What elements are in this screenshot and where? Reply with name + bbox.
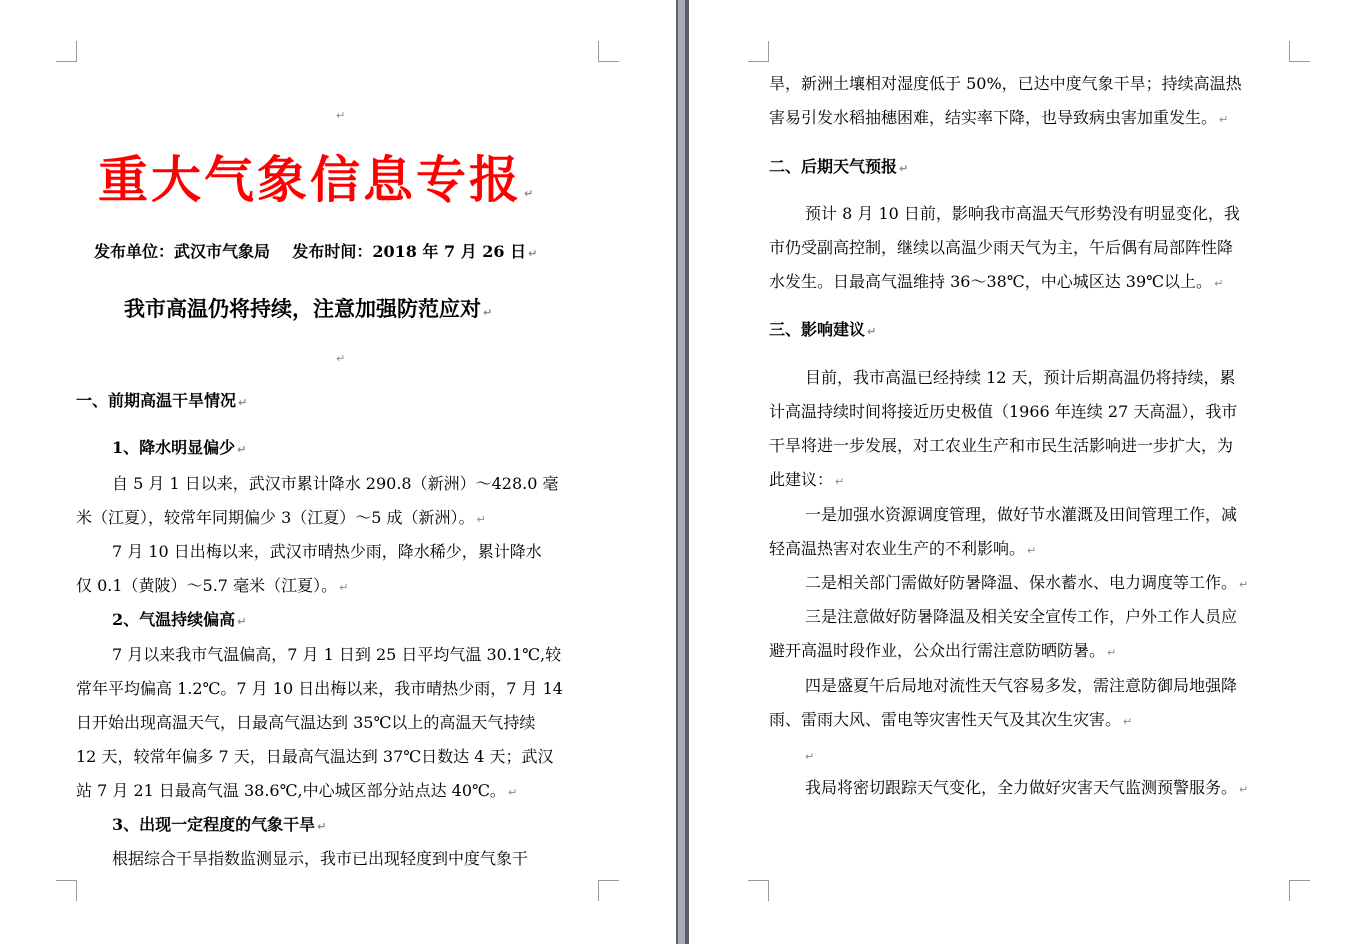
crop-mark-top-left (748, 41, 769, 62)
subsection-heading-1-1[interactable]: 1、降水明显偏少 ↵ (112, 438, 247, 457)
body-line[interactable]: 三是注意做好防暑降温及相关安全宣传工作，户外工作人员应 (805, 607, 1238, 626)
publish-time-value: 2018 年 7 月 26 日 (372, 242, 527, 261)
body-line[interactable]: 害易引发水稻抽穗困难，结实率下降，也导致病虫害加重发生。 ↵ (769, 108, 1229, 127)
body-line[interactable]: 常年平均偏高 1.2℃。7 月 10 日出梅以来，我市晴热少雨，7 月 14 (76, 679, 563, 698)
closing-line[interactable]: 我局将密切跟踪天气变化，全力做好灾害天气监测预警服务。 ↵ (805, 778, 1249, 797)
body-line[interactable]: 7 月以来我市气温偏高，7 月 1 日到 25 日平均气温 30.1℃,较 (112, 645, 562, 664)
page-gutter (676, 0, 689, 944)
crop-mark-bottom-left (56, 880, 77, 901)
section-heading-2[interactable]: 二、后期天气预报 ↵ (769, 157, 909, 176)
body-line[interactable]: 计高温持续时间将接近历史极值（1966 年连续 27 天高温），我市 (769, 402, 1238, 421)
body-line[interactable]: 预计 8 月 10 日前，影响我市高温天气形势没有明显变化，我 (805, 204, 1240, 223)
document-title[interactable]: 重大气象信息专报 ↵ (98, 150, 537, 209)
crop-mark-top-right (598, 41, 619, 62)
publish-time-label: 发布时间： (292, 242, 373, 261)
document-subtitle[interactable]: 我市高温仍将持续，注意加强防范应对 ↵ (124, 297, 493, 321)
section-heading-3[interactable]: 三、影响建议 ↵ (769, 320, 877, 339)
paragraph-mark: ↵ (336, 352, 346, 365)
body-line[interactable]: 日开始出现高温天气，日最高气温达到 35℃以上的高温天气持续 (76, 713, 536, 732)
body-line[interactable]: 四是盛夏午后局地对流性天气容易多发，需注意防御局地强降 (805, 676, 1238, 695)
body-line[interactable]: 站 7 月 21 日最高气温 38.6℃,中心城区部分站点达 40℃。 ↵ (76, 781, 518, 800)
subsection-heading-1-3[interactable]: 3、出现一定程度的气象干旱 ↵ (112, 815, 327, 834)
body-line[interactable]: 二是相关部门需做好防暑降温、保水蓄水、电力调度等工作。 ↵ (805, 573, 1249, 592)
body-line[interactable]: 市仍受副高控制，继续以高温少雨天气为主，午后偶有局部阵性降 (769, 238, 1234, 257)
body-line[interactable]: 旱，新洲土壤相对湿度低于 50%，已达中度气象干旱；持续高温热 (769, 74, 1242, 93)
body-line[interactable]: 避开高温时段作业，公众出行需注意防晒防暑。 ↵ (769, 641, 1117, 660)
crop-mark-bottom-right (598, 880, 619, 901)
body-line[interactable]: 水发生。日最高气温维持 36～38℃，中心城区达 39℃以上。 ↵ (769, 272, 1224, 291)
paragraph-mark: ↵ (805, 750, 815, 763)
publisher-label: 发布单位： (94, 242, 175, 261)
crop-mark-top-right (1289, 41, 1310, 62)
body-line[interactable]: 一是加强水资源调度管理，做好节水灌溉及田间管理工作，减 (805, 505, 1238, 524)
body-line[interactable]: 自 5 月 1 日以来，武汉市累计降水 290.8（新洲）～428.0 毫 (112, 474, 559, 493)
body-line[interactable]: 雨、雷雨大风、雷电等灾害性天气及其次生灾害。 ↵ (769, 710, 1133, 729)
crop-mark-bottom-left (748, 880, 769, 901)
publisher-value: 武汉市气象局 (174, 242, 271, 261)
body-line[interactable]: 根据综合干旱指数监测显示，我市已出现轻度到中度气象干 (112, 849, 529, 868)
body-line[interactable]: 此建议： ↵ (769, 470, 845, 489)
section-heading-1[interactable]: 一、前期高温干旱情况 ↵ (76, 391, 248, 410)
body-line[interactable]: 仅 0.1（黄陂）～5.7 毫米（江夏）。 ↵ (76, 576, 349, 595)
body-line[interactable]: 干旱将进一步发展，对工农业生产和市民生活影响进一步扩大，为 (769, 436, 1234, 455)
body-line[interactable]: 轻高温热害对农业生产的不利影响。 ↵ (769, 539, 1037, 558)
body-line[interactable]: 12 天，较常年偏多 7 天，日最高气温达到 37℃日数达 4 天；武汉 (76, 747, 554, 766)
body-line[interactable]: 目前，我市高温已经持续 12 天，预计后期高温仍将持续，累 (805, 368, 1236, 387)
body-line[interactable]: 7 月 10 日出梅以来，武汉市晴热少雨，降水稀少，累计降水 (112, 542, 542, 561)
body-line[interactable]: 米（江夏），较常年同期偏少 3（江夏）～5 成（新洲）。 ↵ (76, 508, 486, 527)
paragraph-mark: ↵ (336, 109, 346, 122)
crop-mark-bottom-right (1289, 880, 1310, 901)
subsection-heading-1-2[interactable]: 2、气温持续偏高 ↵ (112, 610, 247, 629)
crop-mark-top-left (56, 41, 77, 62)
document-page-left (0, 0, 676, 944)
document-page-right (689, 0, 1361, 944)
publish-info-line[interactable]: 发布单位：武汉市气象局 发布时间：2018 年 7 月 26 日 ↵ (94, 242, 538, 261)
